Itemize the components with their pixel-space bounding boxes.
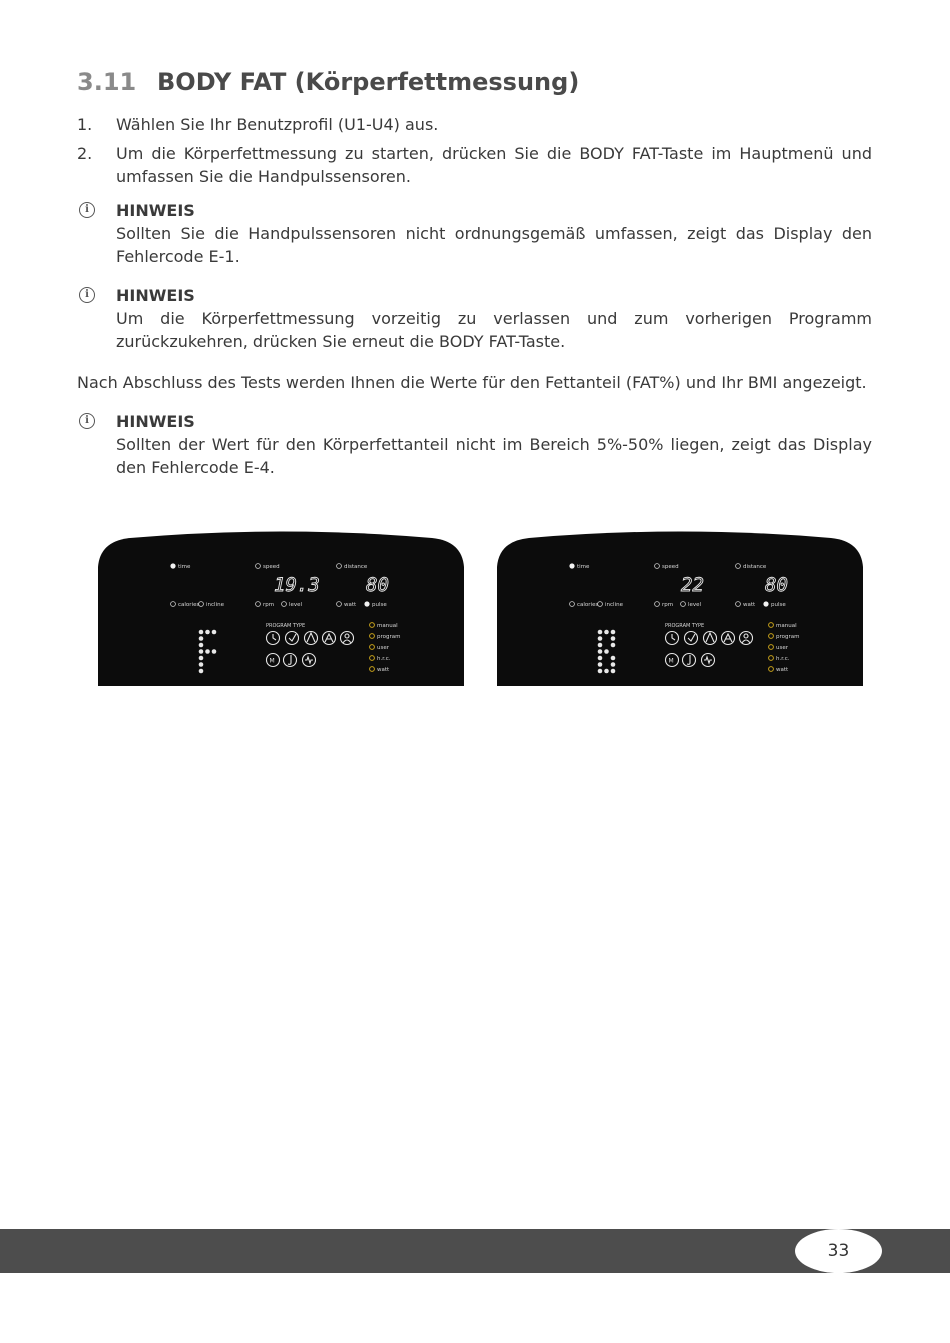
info-icon: i [79, 413, 95, 429]
step-item [77, 142, 872, 188]
step-text: Wählen Sie Ihr Benutzprofil (U1-U4) aus. [116, 115, 439, 134]
matrix-dot [604, 649, 609, 654]
label-program-type: PROGRAM TYPE [266, 623, 306, 629]
note-box [77, 284, 872, 353]
readout-left: 22 [681, 574, 704, 596]
matrix-dot [598, 649, 603, 654]
note-text: Sollten der Wert für den Körperfettanteil nicht im Bereich 5%-50% liegen, zeigt das Display den Fehlercode E-4. [116, 435, 872, 477]
console-display-fat [98, 527, 464, 686]
matrix-dot [199, 669, 204, 674]
page-number: 33 [795, 1229, 882, 1273]
pulse-led [364, 601, 369, 606]
matrix-dot [212, 649, 217, 654]
matrix-dot [598, 636, 603, 641]
info-icon: i [79, 287, 95, 303]
matrix-dot [199, 630, 204, 635]
mode-manual: manual [377, 623, 398, 629]
time-led [569, 563, 574, 568]
note-title: HINWEIS [116, 201, 195, 220]
label-incline: incline [206, 602, 224, 608]
step-text: Um die Körperfettmessung zu starten, drücken Sie die BODY FAT-Taste im Hauptmenü und umfassen Sie die Handpulssensoren. [116, 144, 872, 186]
matrix-dot [611, 656, 616, 661]
matrix-dot [598, 662, 603, 667]
mode-hrc: h.r.c. [776, 656, 790, 662]
mode-program: program [377, 634, 401, 640]
console-panel [497, 532, 863, 687]
note-box [77, 410, 872, 479]
console-display-image [497, 527, 863, 686]
note-title: HINWEIS [116, 286, 195, 305]
matrix-dot [604, 669, 609, 674]
label-pulse: pulse [372, 602, 387, 608]
pulse-led [763, 601, 768, 606]
section-heading [77, 68, 579, 96]
mode-user: user [377, 645, 389, 651]
matrix-dot [205, 630, 210, 635]
console-panel [98, 532, 464, 687]
matrix-dot [205, 649, 210, 654]
matrix-dot [199, 662, 204, 667]
label-time: time [178, 564, 191, 570]
label-calories: calories [178, 602, 200, 608]
section-number: 3.11 [77, 68, 137, 96]
console-display-bmi [497, 527, 863, 686]
label-watt: watt [743, 602, 756, 608]
matrix-dot [611, 643, 616, 648]
label-pulse: pulse [771, 602, 786, 608]
svg-text:M: M [668, 657, 674, 665]
result-paragraph: Nach Abschluss des Tests werden Ihnen die Werte für den Fettanteil (FAT%) und Ihr BMI angezeigt. [77, 373, 867, 392]
time-led [170, 563, 175, 568]
matrix-dot [199, 643, 204, 648]
label-incline: incline [605, 602, 623, 608]
section-title: BODY FAT (Körperfettmessung) [157, 68, 580, 96]
note-box [77, 199, 872, 268]
steps-list [77, 113, 872, 194]
label-rpm: rpm [263, 602, 275, 608]
label-rpm: rpm [662, 602, 674, 608]
mode-watt: watt [776, 667, 789, 673]
info-icon: i [79, 202, 95, 218]
mode-watt: watt [377, 667, 390, 673]
matrix-dot [598, 643, 603, 648]
mode-program: program [776, 634, 800, 640]
matrix-dot [199, 649, 204, 654]
step-item [77, 113, 872, 136]
label-watt: watt [344, 602, 357, 608]
matrix-dot [611, 662, 616, 667]
matrix-dot [611, 636, 616, 641]
label-time: time [577, 564, 590, 570]
note-text: Sollten Sie die Handpulssensoren nicht ordnungsgemäß umfassen, zeigt das Display den Fehlercode E-1. [116, 224, 872, 266]
note-text: Um die Körperfettmessung vorzeitig zu verlassen und zum vorherigen Programm zurückzukehren, drücken Sie erneut die BODY FAT-Taste. [116, 309, 872, 351]
label-program-type: PROGRAM TYPE [665, 623, 705, 629]
matrix-dot [604, 630, 609, 635]
mode-hrc: h.r.c. [377, 656, 391, 662]
readout-right: 80 [765, 574, 788, 596]
label-calories: calories [577, 602, 599, 608]
matrix-dot [199, 636, 204, 641]
label-level: level [688, 602, 702, 608]
mode-manual: manual [776, 623, 797, 629]
step-number: 1. [77, 115, 93, 134]
note-title: HINWEIS [116, 412, 195, 431]
matrix-dot [199, 656, 204, 661]
label-speed: speed [263, 564, 280, 570]
step-number: 2. [77, 144, 93, 163]
matrix-dot [611, 669, 616, 674]
console-display-image [98, 527, 464, 686]
matrix-dot [611, 630, 616, 635]
matrix-dot [212, 630, 217, 635]
label-speed: speed [662, 564, 679, 570]
label-distance: distance [743, 564, 767, 570]
mode-user: user [776, 645, 788, 651]
readout-right: 80 [366, 574, 389, 596]
readout-left: 19.3 [274, 574, 320, 596]
matrix-dot [598, 669, 603, 674]
matrix-dot [598, 656, 603, 661]
matrix-dot [598, 630, 603, 635]
label-distance: distance [344, 564, 368, 570]
label-level: level [289, 602, 303, 608]
svg-text:M: M [269, 657, 275, 665]
